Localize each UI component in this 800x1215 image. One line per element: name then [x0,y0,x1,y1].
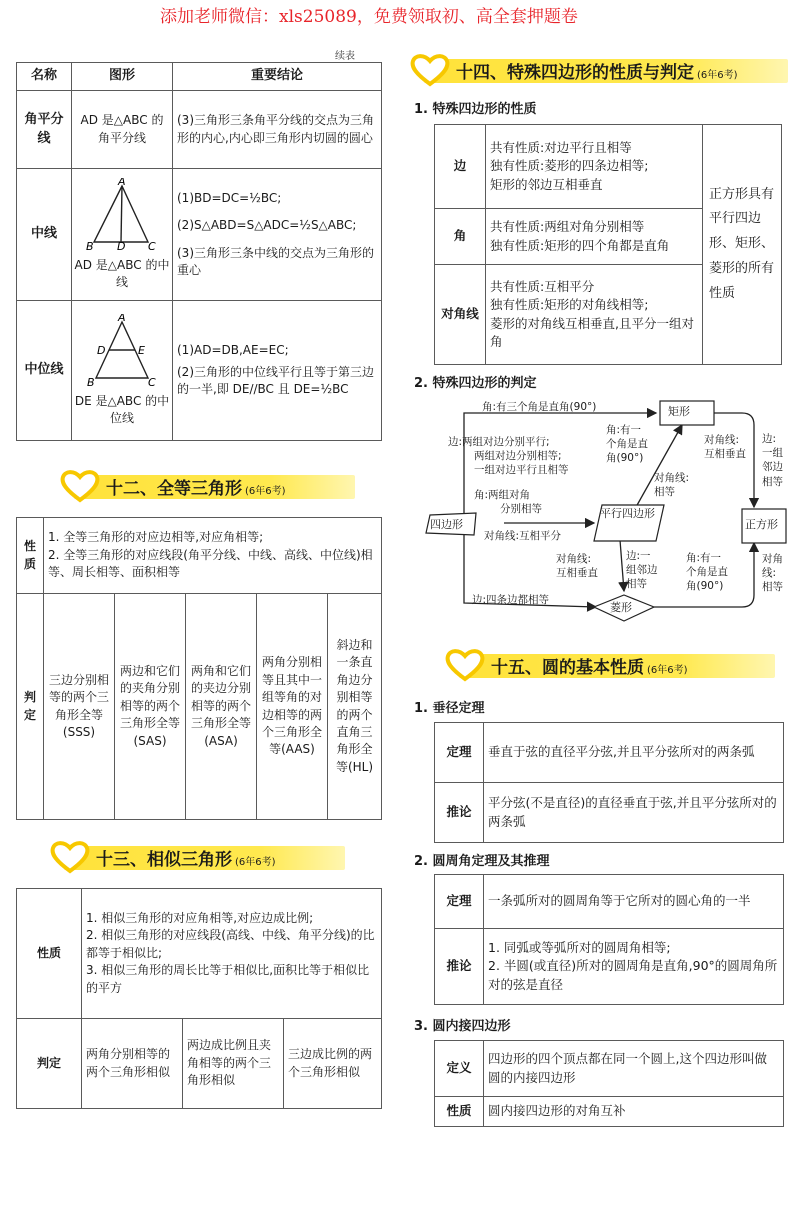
quad-angle-1: 共有性质:两组对角分别相等 [490,219,645,235]
similar-nature-2: 2. 相似三角形的对应线段(高线、中线、角平分线)的比都等于相似比; [86,928,375,960]
quad-judgement-subheading: 2. 特殊四边形的判定 [414,376,537,391]
congruent-asa: 两角和它们的夹边分别相等的两个三角形全等(ASA) [186,594,257,820]
inscribed-corollary-label: 推论 [435,929,484,1005]
section-14-tag: (6年6考) [697,69,738,81]
node-parallelogram: 平行四边形 [600,507,655,520]
definition-text: 四边形的四个顶点都在同一个圆上,这个四边形叫做圆的内接四边形 [484,1041,784,1097]
svg-text:E: E [138,343,145,357]
label-quad-para-diagonal: 对角线:互相平分 [484,530,562,542]
quad-properties-table [434,124,782,365]
node-square: 正方形 [745,518,778,531]
label-rhombus-square-angle: 角:有一 个角是直 角(90°) [686,552,728,593]
midline-conclusion-2: (2)三角形的中位线平行且等于第三边的一半,即 DE//BC 且 DE=½BC [177,364,374,397]
quad-diagonal-label: 对角线 [435,265,486,365]
inscribed-theorem-text: 一条弧所对的圆周角等于它所对的圆心角的一半 [484,875,784,929]
header-name: 名称 [17,63,72,91]
section-12-title: 十二、全等三角形 [106,478,242,499]
svg-text:B: B [86,239,94,250]
label-para-rect-diagonal: 对角线: 相等 [654,472,690,499]
midline-caption: DE 是△ABC 的中位线 [74,393,170,425]
quad-angle-2: 独有性质:矩形的四个角都是直角 [490,237,670,253]
node-rhombus: 菱形 [610,601,632,614]
quad-side-text [486,125,703,209]
quad-side-1: 共有性质:对边平行且相等 [490,140,632,156]
property-text: 圆内接四边形的对角互补 [484,1097,784,1127]
label-quad-para-angle: 角:两组对角 分别相等 [474,489,542,516]
similar-nature-3: 3. 相似三角形的周长比等于相似比,面积比等于相似比的平方 [86,963,370,995]
perpendicular-diameter-table [434,722,784,843]
square-note: 正方形具有平行四边形、矩形、菱形的所有性质 [703,125,782,365]
svg-text:D: D [97,343,106,357]
congruent-sas: 两边和它们的夹角分别相等的两个三角形全等(SAS) [115,594,186,820]
inscribed-theorem-label: 定理 [435,875,484,929]
promo-banner: 添加老师微信：xls25089，免费领取初、高全套押题卷 [160,7,578,27]
label-rect-square-side: 边: 一组 邻边 相等 [762,433,783,488]
section-13-title: 十三、相似三角形 [96,849,232,870]
quad-diagonal-text [486,265,703,365]
congruent-sss: 三边分别相等的两个三角形全等(SSS) [44,594,115,820]
congruent-nature-2: 2. 全等三角形的对应线段(角平分线、中线、高线、中位线)相等、周长相等、面积相等 [48,547,373,580]
label-rect-square-diagonal: 对角线: 互相垂直 [704,434,746,461]
quad-angle-label: 角 [435,209,486,265]
similar-nature [82,889,382,1019]
property-label: 性质 [435,1097,484,1127]
row-median-name: 中线 [17,169,72,301]
quad-side-3: 矩形的邻边互相垂直 [490,176,603,192]
quad-angle-text [486,209,703,265]
similar-sss: 三边成比例的两个三角形相似 [284,1019,382,1109]
median-conclusion-2: (2)S△ABD=S△ADC=½S△ABC; [177,218,357,233]
section-15-title: 十五、圆的基本性质 [491,657,644,678]
inscribed-angle-subheading: 2. 圆周角定理及其推理 [414,854,550,869]
corollary-label: 推论 [435,783,484,843]
cyclic-quad-subheading: 3. 圆内接四边形 [414,1019,511,1034]
median-caption: AD 是△ABC 的中线 [74,257,170,289]
heart-icon [50,840,90,874]
section-12-tag: (6年6考) [245,485,286,497]
row-midline-conclusion [173,301,382,441]
corollary-text: 平分弦(不是直径)的直径垂直于弦,并且平分弦所对的两条弧 [484,783,784,843]
heart-icon [410,53,450,87]
node-rectangle: 矩形 [668,405,690,418]
perpendicular-diameter-subheading: 1. 垂径定理 [414,701,485,716]
median-conclusion-3: (3)三角形三条中线的交点为三角形的重心 [177,245,374,277]
svg-text:D: D [117,239,126,250]
row-midline-name: 中位线 [17,301,72,441]
row-median-conclusion [173,169,382,301]
congruent-table [16,517,382,820]
quad-diag-3: 菱形的对角线互相垂直,且平分一组对角 [490,315,694,349]
congruent-nature-1: 1. 全等三角形的对应边相等,对应角相等; [48,530,264,545]
quad-diag-1: 共有性质:互相平分 [490,279,595,295]
theorem-text: 垂直于弦的直径平分弦,并且平分弦所对的两条弧 [484,723,784,783]
continued-label: 续表 [335,51,355,62]
inscribed-corollary-text: 1. 同弧或等弧所对的圆周角相等; 2. 半圆(或直径)所对的圆周角是直角,90°的圆周角所对的弦是直径 [484,929,784,1005]
header-figure: 图形 [72,63,173,91]
quad-properties-subheading: 1. 特殊四边形的性质 [414,102,537,117]
label-para-rect-angle: 角:有一 个角是直 角(90°) [606,424,648,465]
quad-side-2: 独有性质:菱形的四条边相等; [490,158,649,174]
heart-icon [445,648,485,682]
label-rhombus-square-diagonal: 对角 线: 相等 [762,553,783,594]
inscribed-angle-table [434,874,784,1005]
triangle-lines-table [16,62,382,441]
section-15-tag: (6年6考) [647,664,688,676]
label-quad-para-side: 边:两组对边分别平行; 两组对边分别相等; 一组对边平行且相等 [448,436,569,477]
definition-label: 定义 [435,1041,484,1097]
similar-nature-label: 性质 [17,889,82,1019]
similar-aa: 两角分别相等的两个三角形相似 [82,1019,183,1109]
svg-text:C: C [148,375,156,386]
similar-sas: 两边成比例且夹角相等的两个三角形相似 [183,1019,284,1109]
label-para-rhombus-side: 边:一 组邻边 相等 [626,550,658,591]
median-conclusion-1: (1)BD=DC=½BC; [177,190,282,205]
quad-side-label: 边 [435,125,486,209]
row-median-figure [72,169,173,301]
svg-text:C: C [148,239,156,250]
svg-text:B: B [87,375,95,386]
section-14-heading [410,55,788,85]
midline-conclusion-1: (1)AD=DB,AE=EC; [177,343,289,358]
congruent-hl: 斜边和一条直角边分别相等的两个直角三角形全等(HL) [328,594,382,820]
congruent-aas: 两角分别相等且其中一组等角的对边相等的两个三角形全等(AAS) [257,594,328,820]
header-conclusion: 重要结论 [173,63,382,91]
congruent-nature [44,518,382,594]
median-triangle-figure [82,178,162,250]
node-quadrilateral: 四边形 [430,518,463,531]
section-15-heading [445,650,775,680]
label-para-rhombus-diagonal: 对角线: 互相垂直 [556,553,598,580]
midline-triangle-figure [82,314,162,386]
similar-table [16,888,382,1109]
section-13-heading [50,842,345,872]
svg-text:A: A [118,177,126,188]
congruent-nature-label: 性质 [17,518,44,594]
row-angle-bisector-figure: AD 是△ABC 的角平分线 [72,91,173,169]
congruent-judge-label: 判定 [17,594,44,820]
theorem-label: 定理 [435,723,484,783]
label-bottom-side: 边:四条边都相等 [472,594,550,606]
heart-icon [60,469,100,503]
label-top-angle: 角:有三个角是直角(90°) [482,401,597,413]
section-12-heading [60,471,355,501]
svg-text:A: A [118,313,126,324]
section-14-title: 十四、特殊四边形的性质与判定 [456,62,694,83]
cyclic-quad-table [434,1040,784,1127]
row-angle-bisector-conclusion: (3)三角形三条角平分线的交点为三角形的内心,内心即三角形内切圆的圆心 [173,91,382,169]
section-13-tag: (6年6考) [235,856,276,868]
quad-diag-2: 独有性质:矩形的对角线相等; [490,297,649,313]
row-angle-bisector-name: 角平分线 [17,91,72,169]
similar-judge-label: 判定 [17,1019,82,1109]
similar-nature-1: 1. 相似三角形的对应角相等,对应边成比例; [86,911,314,926]
row-midline-figure [72,301,173,441]
